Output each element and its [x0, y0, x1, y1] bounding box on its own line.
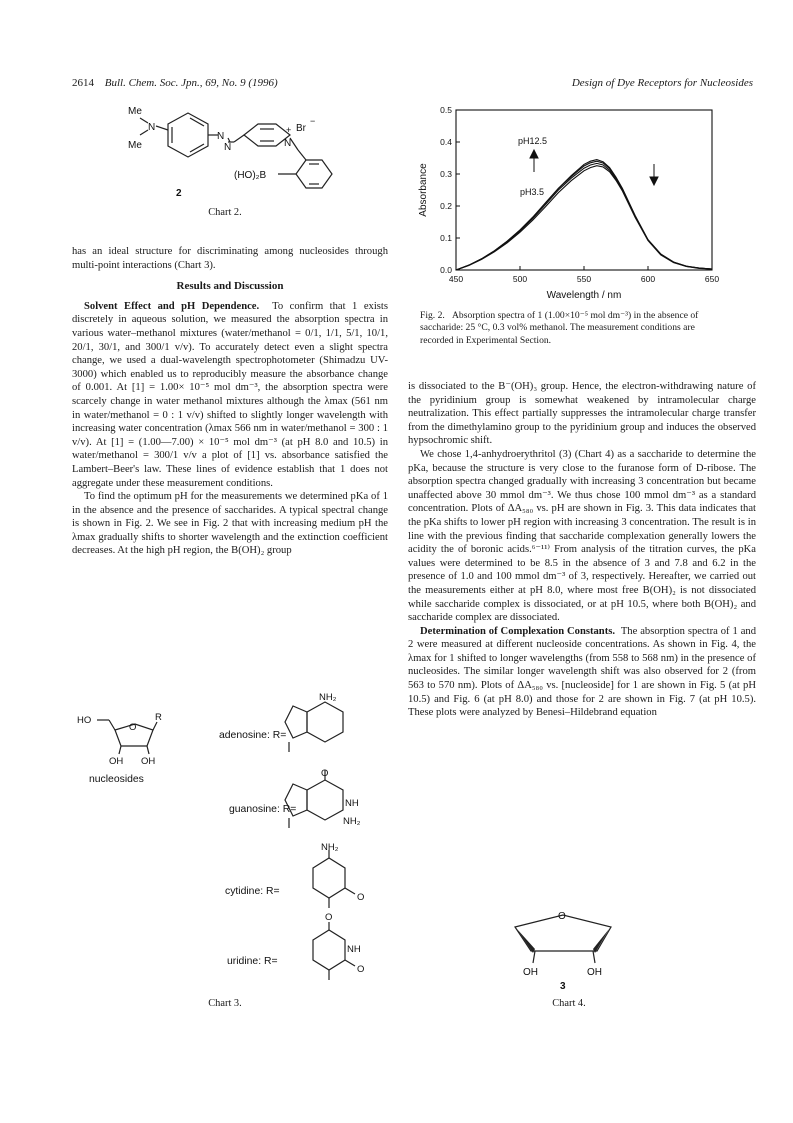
left-column	[72, 245, 388, 558]
chart3-o-c: O	[357, 892, 365, 903]
x-tick-label: 650	[704, 274, 720, 284]
spectrum-line-1	[456, 160, 712, 270]
right-para-3	[408, 625, 756, 720]
chart3-uridine: uridine: R=	[227, 956, 278, 967]
y-tick-label: 0.4	[440, 137, 452, 147]
chart3-adenosine: adenosine: R=	[219, 730, 287, 741]
chart3-nucleosides: nucleosides	[89, 774, 144, 785]
spectrum-line-4	[456, 166, 712, 270]
y-tick-label: 0.0	[440, 265, 452, 275]
page-number: 2614	[72, 77, 94, 89]
section-title: Results and Discussion	[176, 280, 284, 293]
header-left	[72, 77, 278, 89]
x-axis-label: Wavelength / nm	[546, 290, 622, 301]
chart2-plus: +	[286, 125, 292, 135]
chart2-me-bottom: Me	[128, 140, 142, 151]
right-para-2: We chose 1,4-anhydroerythritol (3) (Chart 4) as a saccharide to determine the pKa, because the structure is very close to the furanose form of D-ribose. The absorption spectra changed gradually with increasing 3 concentration but became unaffected above 30 mmol dm⁻³. We thus chose 100 mmol dm⁻³ as a standard concentration. Plots of ΔA₅₈₀ vs. pH are shown in Fig. 3. This data indicates that the pKa shifts to lower pH region with increasing 3 concentration. The result is in line with the previous finding that saccharide complexation generally lowers the acidity the of boronic acids.⁶⁻¹¹⁾ From analysis of the titration curves, the pKa values were determined to be 8.5 in the absence of 3 and 7.8 and 6.2 in the presence of 1.0 and 100 mmol dm⁻³ of 3, respectively. Hereafter, we carried out the measurements either at pH 8.0, where most free B(OH)₂ is not dissociated while saccharide complex is dissociated, or at pH 10.5, where both B(OH)₂ and saccharide complex are dissociated.	[408, 448, 756, 624]
chart4-structure	[505, 905, 645, 990]
chart3-nh2-a: NH₂	[319, 692, 337, 703]
left-para-1-text: To confirm that 1 exists discretely in aqueous solution, we measured the absorption spectra in various water–methanol mixtures (water/methanol = 0/1, 1/1, 5/1, 10/1, 20/1, 30/1, and 300/1 v/v). To accurately detect even a slight spectra change, we used a dual-wavelength spectrophotometer (Shimadzu UV-3000) which enabled us to reproducibly measure the absorbance change of 0.001. At [1] = 1.00× 10⁻⁵ mol dm⁻³, the absorption spectra were scarcely change in water methanol mixtures although the λmax (561 nm in water/methanol = 0 : 1 v/v) shifted to slightly longer wavelength with increasing water concentration (λmax 566 nm in water/methanol = 300 : 1 v/v). At [1] = (1.00—7.00) × 10⁻⁵ mol dm⁻³ (at pH 8.0 and 10.5) in water/methanol = 300/1 v/v a plot of [1] vs. absorbance satisfied the Lambert–Beer's law. These lines of evidence establish that 1 does not aggregate under these measurement conditions.	[72, 300, 388, 489]
chart3-nh-u: NH	[347, 944, 361, 955]
arrow-up	[530, 150, 538, 172]
annotation-ph35: pH3.5	[520, 187, 545, 197]
chart3-nh2-g: NH₂	[343, 816, 361, 827]
spectrum-line-3	[456, 163, 712, 270]
chart2-n-azo2: N	[224, 142, 232, 153]
chart4-caption: Chart 4.	[552, 998, 586, 1009]
chart2-boronic: (HO)₂B	[234, 170, 267, 181]
chart3-caption: Chart 3.	[208, 998, 242, 1009]
subhead-solvent: Solvent Effect and pH Dependence.	[84, 300, 260, 312]
y-tick-label: 0.3	[440, 169, 452, 179]
chart3-nh2-c: NH₂	[321, 842, 339, 853]
chart2-structure	[110, 98, 360, 203]
chart2-br: Br	[296, 123, 306, 134]
chart4-oh1: OH	[523, 967, 538, 978]
left-intro: has an ideal structure for discriminating among nucleosides through multi-point interactions (Chart 3).	[72, 246, 388, 271]
subhead-complexation: Determination of Complexation Constants.	[420, 625, 615, 637]
chart3-nh-g: NH	[345, 798, 359, 809]
left-para-2: To find the optimum pH for the measurements we determined pKa of 1 in the absence and the presence of saccharides. A typical spectral change is shown in Fig. 2. We see in Fig. 2 that with increasing medium pH the λmax gradually shifts to shorter wavelength and the extinction coefficient decreases. At the high pH region, the B(OH)₂ group	[72, 491, 388, 557]
y-tick-label: 0.1	[440, 233, 452, 243]
chart2-n-azo1: N	[217, 131, 225, 142]
spectrum-line-2	[456, 161, 712, 270]
chart3-r: R	[155, 712, 162, 723]
plot-frame	[456, 110, 712, 270]
chart2-number: 2	[176, 188, 182, 199]
x-tick-label: 550	[576, 274, 592, 284]
running-title: Design of Dye Receptors for Nucleosides	[571, 77, 753, 89]
chart3-oh1: OH	[109, 756, 124, 767]
y-tick-label: 0.2	[440, 201, 452, 211]
chart3-o-g: O	[321, 768, 329, 779]
spectra-series	[456, 160, 712, 270]
x-tick-label: 600	[640, 274, 656, 284]
chart3-cytidine: cytidine: R=	[225, 886, 280, 897]
right-column	[408, 380, 756, 720]
chart3-ho: HO	[77, 715, 92, 726]
annotation-ph12: pH12.5	[518, 136, 548, 146]
arrow-down	[650, 164, 658, 185]
chart3-guanosine: guanosine: R=	[229, 804, 297, 815]
chart4-number: 3	[560, 981, 566, 990]
chart3-oh2: OH	[141, 756, 156, 767]
left-para-1	[72, 300, 388, 490]
chart2-n-plus: N	[284, 138, 292, 149]
chart4-oh2: OH	[587, 967, 602, 978]
journal-citation: Bull. Chem. Soc. Jpn., 69, No. 9 (1996)	[104, 77, 278, 89]
x-axis-ticks	[449, 266, 719, 284]
fig2-caption-text: Absorption spectra of 1 (1.00×10⁻⁵ mol dm⁻³) in the absence of saccharide: 25 °C, 0.3 vol% methanol. The measurement conditions are recorded in Experimental Section.	[420, 310, 699, 346]
y-axis-label: Absorbance	[418, 163, 429, 217]
right-para-3-text: The absorption spectra of 1 and 2 were measured at different nucleoside concentrations. As shown in Fig. 4, the λmax for 1 shifted to longer wavelengths (from 558 to 568 nm) in the presence of nucleosides. The similar longer wavelength shift was also observed for 2 (from 563 to 570 nm). Plots of ΔA₅₈₀ vs. [nucleoside] for 1 are shown in Fig. 5 (at pH 10.5) and Fig. 6 (at pH 8.0) and those for 2 are shown in Fig. 7 (at pH 10.5). These plots were analyzed by Benesi–Hildebrand equation	[408, 625, 756, 719]
chart4-o: O	[558, 911, 566, 922]
chart3-o-u2: O	[357, 964, 365, 975]
x-tick-label: 450	[448, 274, 464, 284]
y-tick-label: 0.5	[440, 105, 452, 115]
chart2-n-amine: N	[148, 122, 156, 133]
chart3-structures	[75, 690, 375, 995]
fig2-caption-label: Fig. 2.	[420, 310, 445, 321]
figure2-spectra-chart	[408, 100, 748, 305]
chart2-caption: Chart 2.	[208, 207, 242, 218]
chart3-o: O	[129, 722, 137, 733]
y-axis-ticks	[440, 105, 460, 275]
figure2-caption	[420, 310, 720, 347]
chart2-me-top: Me	[128, 106, 142, 117]
chart3-o-u1: O	[325, 912, 333, 923]
chart2-minus: −	[310, 116, 316, 126]
x-tick-label: 500	[512, 274, 528, 284]
right-para-1: is dissociated to the B⁻(OH)₃ group. Hence, the electron-withdrawing nature of the pyridinium group is somewhat weakened by intramolecular charge neutralization. This effect partially suppresses the intramolecular charge transfer from the dimethylamino group to the pyridinium group and induces the observed hypsochromic shift.	[408, 381, 756, 447]
